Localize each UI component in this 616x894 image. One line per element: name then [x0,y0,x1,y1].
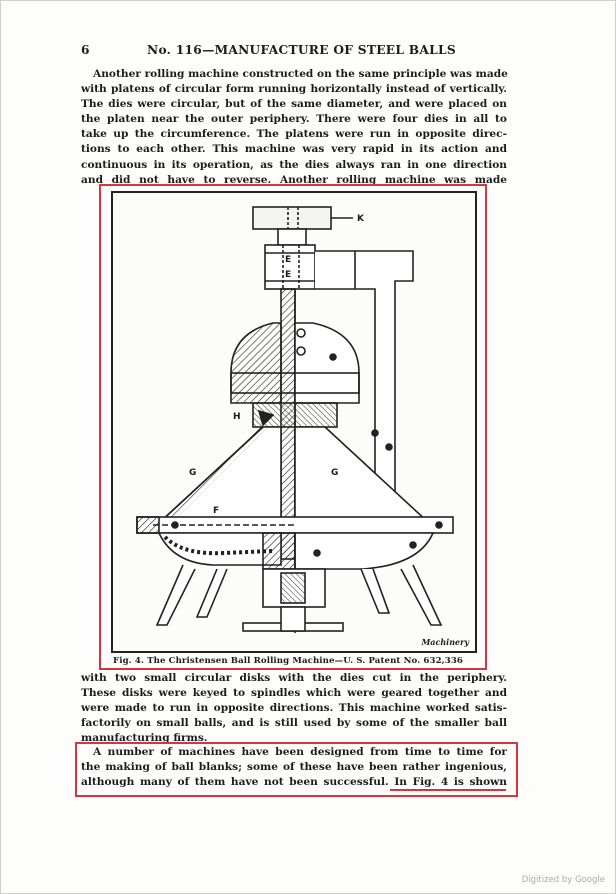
text-line: with platens of circular form running horizontally instead of vertically. [81,83,507,96]
text-line: These disks were keyed to spindles which were geared together and [81,687,507,700]
running-title: No. 116—MANUFACTURE OF STEEL BALLS [147,43,457,57]
label-f: F [213,506,220,516]
left-leg [157,565,195,625]
text-line: were made to run in opposite directions. This machine worked satis- [81,702,507,715]
phrase-underline [390,789,506,791]
paragraph-top [81,67,507,188]
text-line: A number of machines have been designed from time to time for [93,746,507,758]
text-line: take up the circumference. The platens were run in opposite direc- [81,128,507,141]
ball-rolling-machine-drawing [113,193,475,651]
text-line: with two small circular disks with the dies cut in the periphery. [81,672,507,684]
paragraph-bottom [81,745,507,790]
text-line: and did not have to reverse. Another rolling machine was made [81,173,507,186]
label-e2: E [285,270,292,280]
upper-bearing [265,245,315,289]
text-fragment: although many of them have not been successful. [81,776,389,789]
figure-illustration [111,191,477,653]
paragraph-middle [81,671,507,746]
digitized-watermark: Digitized by Google [521,875,605,885]
text-line: the making of ball blanks; some of these have been rather ingenious, [81,761,507,774]
text-line: continuous in its operation, as the dies always ran in one direction [81,158,507,171]
right-leg [401,565,441,625]
label-h: H [233,412,241,422]
text-line: factorily on small balls, and is still used by some of the smaller ball [81,717,507,730]
dome-housing [231,323,281,403]
highlighted-phrase: In Fig. 4 is shown [394,776,508,789]
figure-caption: Fig. 4. The Christensen Ball Rolling Machine—U. S. Patent No. 632,336 [113,656,463,666]
text-line: the platen near the outer periphery. There were four dies in all to [81,113,507,126]
text-line: tions to each other. This machine was very rapid in its action and [81,143,507,156]
text-line: manufacturing firms. [81,732,208,745]
label-g-right: G [331,468,339,478]
label-e1: E [285,255,292,265]
figure-credit: Machinery [421,637,469,647]
label-k: K [357,214,364,224]
label-g-left: G [189,468,197,478]
top-handwheel [253,207,331,229]
text-line: The dies were circular, but of the same diameter, and were placed on [81,98,507,111]
page-number: 6 [81,43,90,57]
text-line: Another rolling machine constructed on the same principle was made [93,68,508,80]
